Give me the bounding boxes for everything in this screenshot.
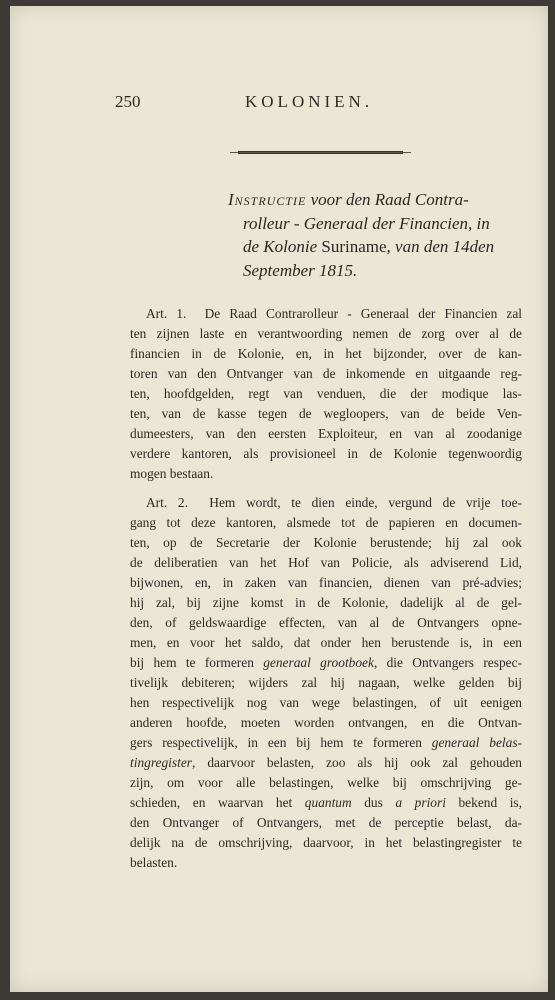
heading-line-3: [228, 235, 528, 259]
book-page: [10, 6, 548, 992]
article-2-line: delijk na de omschrijving, daarvoor, in het belastingregister te: [130, 835, 522, 850]
article-2-text: gers respectivelijk, in een bij hem te formeren: [130, 735, 432, 750]
running-title: KOLONIEN.: [245, 92, 374, 111]
article-2-text: , daarvoor belasten, zoo als hij ook zal gehouden: [192, 755, 522, 770]
article-2-line: ten, op de Secretarie der Kolonie berustende; hij zal ook: [130, 535, 522, 550]
article-2-line: tivelijk debiteren; wijders zal hij nagaan, welke gelden bij: [130, 675, 522, 690]
article-2-text: bij hem te formeren: [130, 655, 264, 670]
article-2-text: bekend is,: [445, 795, 522, 810]
article-2-line: [130, 793, 522, 813]
article-2-label: Art. 2.: [146, 495, 188, 510]
article-2-text: dus: [351, 795, 396, 810]
article-1-label: Art. 1.: [146, 306, 187, 321]
heading-line-4: September 1815.: [243, 260, 358, 280]
article-2-line: de deliberatien van het Hof van Policie, als adviserend Lid,: [130, 555, 522, 570]
article-2-line: den, of geldswaardige effecten, van al de Ontvangers opne-: [130, 615, 522, 630]
article-2-italic-term: tingregister: [130, 755, 192, 770]
article-2-line: [130, 653, 522, 673]
article-2-line-text: Hem wordt, te dien einde, vergund de vrije toe-: [209, 495, 522, 510]
article-2-italic-term: a priori: [395, 795, 446, 810]
heading-place-name: Suriname: [321, 237, 387, 256]
article-2-line: [130, 493, 522, 513]
article-2-line: zijn, om voor alle belastingen, welke bij omschrijving ge-: [130, 775, 522, 790]
page-number: 250: [115, 92, 141, 111]
article-1-line: dumeesters, van den eersten Exploiteur, en van al zoodanige: [130, 426, 522, 441]
article-1-line: ten, van de kasse tegen de wegloopers, van de beide Ven-: [130, 406, 522, 421]
heading-line-3-a: de Kolonie: [243, 237, 322, 256]
ornamental-rule: [238, 151, 403, 154]
article-2-line: [130, 753, 522, 773]
heading-line-1: [228, 188, 528, 212]
article-2-line: hij zal, bij zijne komst in de Kolonie, dadelijk al de gel-: [130, 595, 522, 610]
article-1-line: mogen bestaan.: [130, 466, 214, 481]
running-head: [115, 92, 445, 114]
article-2-text: schieden, en waarvan het: [130, 795, 305, 810]
heading-lead-word: Instructie: [228, 190, 307, 209]
article-1-line: ten zijnen laste en verantwoording nemen de zorg over al de: [130, 326, 522, 341]
article-1-line: toren van den Ontvanger van de inkomende en uitgaande reg-: [130, 366, 522, 381]
article-2-italic-term: quantum: [304, 795, 352, 810]
section-heading: [228, 188, 528, 282]
article-2-line: anderen hoofde, moeten worden ontvangen, en die Ontvan-: [130, 715, 522, 730]
article-2-line: gang tot deze kantoren, alsmede tot de papieren en documen-: [130, 515, 522, 530]
article-2-line: bijwonen, en, in zaken van financien, dienen van pré-advies;: [130, 575, 522, 590]
heading-line-1-text: voor den Raad Contra-: [306, 190, 469, 209]
article-2-line: men, en voor het saldo, dat onder hen berustende is, in een: [130, 635, 522, 650]
article-2-italic-term: generaal grootboek: [263, 655, 374, 670]
article-1-line: verdere kantoren, als provisioneel in de Kolonie tegenwoordig: [130, 446, 522, 461]
article-2-italic-term: generaal belas-: [431, 735, 523, 750]
article-1-line: financien in de Kolonie, en, in het bijzonder, over de kan-: [130, 346, 522, 361]
article-2-text: , die Ontvangers respec-: [373, 655, 522, 670]
article-1-line: [130, 304, 522, 324]
article-1: [130, 304, 522, 484]
article-2-line: belasten.: [130, 855, 178, 870]
article-2-line: [130, 733, 522, 753]
article-1-line-text: De Raad Contrarolleur - Generaal der Financien zal: [204, 306, 522, 321]
heading-line-2: rolleur - Generaal der Financien, in: [243, 213, 490, 233]
article-2-line: hen respectivelijk nog van wege belastingen, of uit eenigen: [130, 695, 522, 710]
article-2-line: den Ontvanger of Ontvangers, met de perceptie belast, da-: [130, 815, 522, 830]
article-2: [130, 493, 522, 873]
article-1-line: ten, hoofdgelden, regt van venduen, die der modique las-: [130, 386, 522, 401]
heading-line-3-c: , van den 14den: [386, 237, 495, 256]
